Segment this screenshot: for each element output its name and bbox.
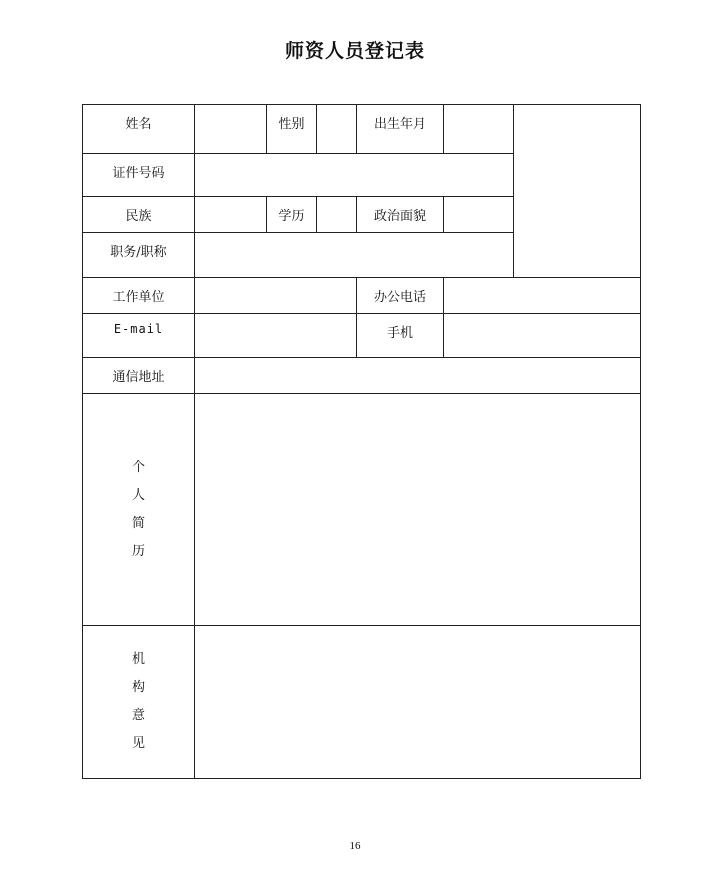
- name-field[interactable]: [195, 105, 267, 154]
- ethnicity-field[interactable]: [195, 197, 267, 233]
- form-title: 师资人员登记表: [284, 40, 425, 62]
- office-phone-label: 办公电话: [357, 278, 444, 314]
- opinion-char: 构: [131, 680, 145, 695]
- opinion-char: 机: [131, 652, 145, 667]
- resume-char: 个: [131, 459, 145, 475]
- mobile-label: 手机: [357, 314, 444, 358]
- position-title-label: 职务/职称: [83, 233, 195, 278]
- address-field[interactable]: [195, 358, 641, 394]
- political-status-field[interactable]: [444, 197, 514, 233]
- opinion-char: 意: [131, 708, 145, 723]
- education-field[interactable]: [317, 197, 357, 233]
- resume-char: 简: [131, 515, 145, 531]
- registration-form-table: [82, 104, 641, 779]
- resume-char: 历: [131, 543, 145, 559]
- email-field[interactable]: [195, 314, 357, 358]
- ethnicity-label: 民族: [83, 197, 195, 233]
- political-status-label: 政治面貌: [357, 197, 444, 233]
- id-number-field[interactable]: [195, 154, 514, 197]
- mobile-field[interactable]: [444, 314, 641, 358]
- resume-label: [83, 394, 195, 626]
- gender-field[interactable]: [317, 105, 357, 154]
- resume-field[interactable]: [195, 394, 641, 626]
- address-label: 通信地址: [83, 358, 195, 394]
- birth-field[interactable]: [444, 105, 514, 154]
- education-label: 学历: [267, 197, 317, 233]
- work-unit-field[interactable]: [195, 278, 357, 314]
- resume-char: 人: [131, 487, 145, 503]
- gender-label: 性别: [267, 105, 317, 154]
- birth-label: 出生年月: [357, 105, 444, 154]
- work-unit-label: 工作单位: [83, 278, 195, 314]
- institution-opinion-field[interactable]: [195, 626, 641, 779]
- page-number: 16: [349, 840, 361, 852]
- opinion-char: 见: [131, 736, 145, 751]
- institution-opinion-label: [83, 626, 195, 779]
- id-number-label: 证件号码: [83, 154, 195, 197]
- name-label: 姓名: [83, 105, 195, 154]
- office-phone-field[interactable]: [444, 278, 641, 314]
- email-label: E-mail: [83, 314, 195, 358]
- photo-box[interactable]: [514, 105, 641, 278]
- position-title-field[interactable]: [195, 233, 514, 278]
